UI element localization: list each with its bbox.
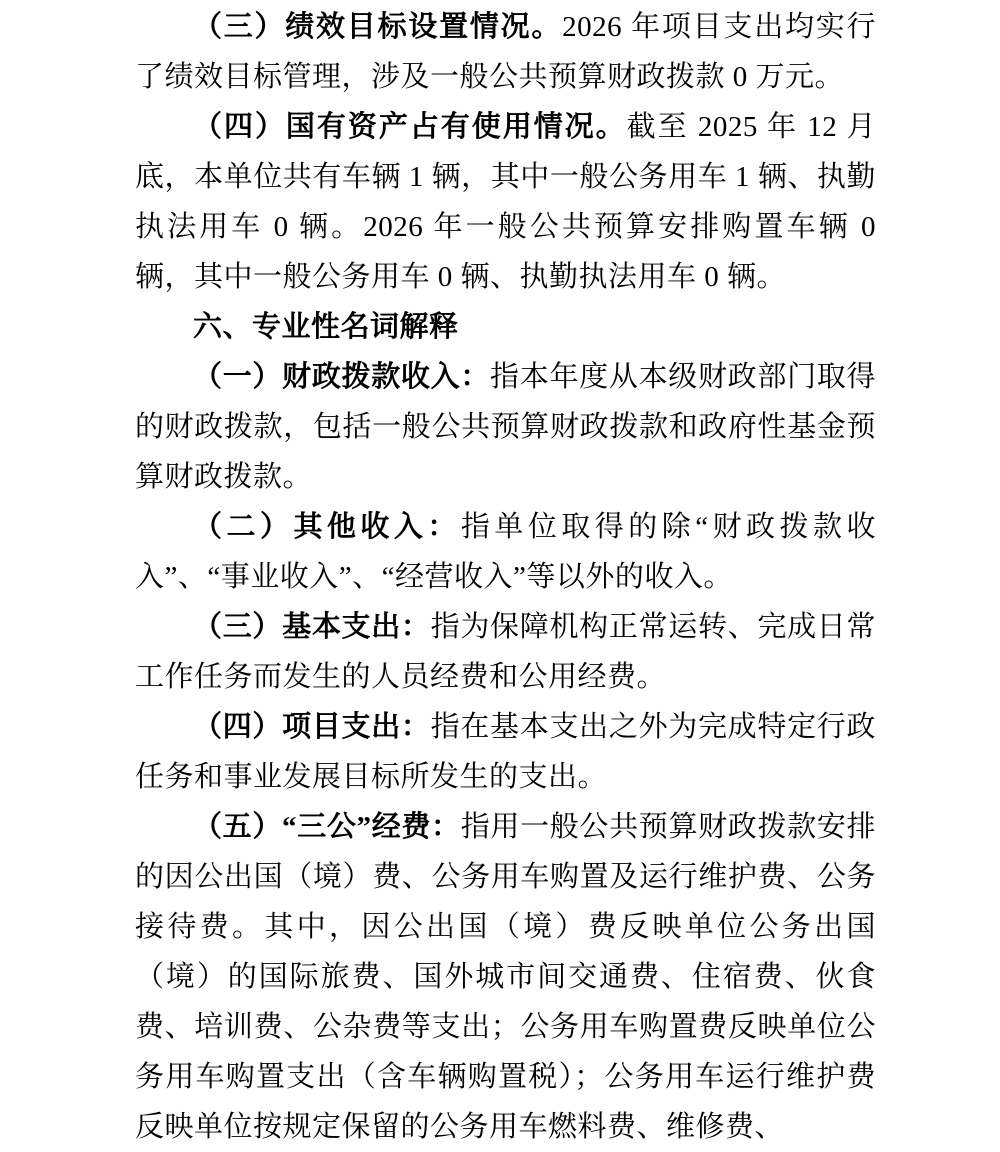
section-heading: 六、专业性名词解释 bbox=[193, 311, 459, 343]
paragraph-lead: （三）绩效目标设置情况。 bbox=[193, 11, 563, 43]
paragraph bbox=[135, 102, 876, 302]
paragraph bbox=[135, 802, 876, 1152]
paragraph-lead: （五）“三公”经费： bbox=[193, 811, 461, 843]
paragraph-body: 指在基本支出之外为完成特定行政任务和事业发展目标所发生的支出。 bbox=[135, 711, 876, 793]
paragraph bbox=[135, 602, 876, 702]
paragraph-body: 指为保障机构正常运转、完成日常工作任务而发生的人员经费和公用经费。 bbox=[135, 611, 876, 693]
paragraph-lead: （三）基本支出： bbox=[193, 611, 431, 643]
paragraph-lead: （二）其他收入： bbox=[193, 511, 461, 543]
paragraph bbox=[135, 502, 876, 602]
paragraph bbox=[135, 702, 876, 802]
paragraph-lead: （四）国有资产占有使用情况。 bbox=[193, 111, 627, 143]
paragraph-body: 指用一般公共预算财政拨款安排的因公出国（境）费、公务用车购置及运行维护费、公务接待费。其中，因公出国（境）费反映单位公务出国（境）的国际旅费、国外城市间交通费、住宿费、伙食费、培训费、公杂费等支出；公务用车购置费反映单位公务用车购置支出（含车辆购置税）；公务用车运行维护费反映单位按规定保留的公务用车燃料费、维修费、 bbox=[135, 811, 876, 1143]
paragraph bbox=[135, 2, 876, 102]
paragraph-body: 截至 2025 年 12 月底，本单位共有车辆 1 辆，其中一般公务用车 1 辆、执勤执法用车 0 辆。2026 年一般公共预算安排购置车辆 0 辆，其中一般公务用车 0 辆、执勤执法用车 0 辆。 bbox=[135, 111, 876, 293]
paragraph-lead: （一）财政拨款收入： bbox=[193, 361, 491, 393]
paragraph-body: 2026 年项目支出均实行了绩效目标管理，涉及一般公共预算财政拨款 0 万元。 bbox=[135, 11, 876, 93]
paragraph-body: 指本年度从本级财政部门取得的财政拨款，包括一般公共预算财政拨款和政府性基金预算财政拨款。 bbox=[135, 361, 876, 493]
paragraph-lead: （四）项目支出： bbox=[193, 711, 431, 743]
paragraph bbox=[135, 352, 876, 502]
paragraph-body: 指单位取得的除“财政拨款收入”、“事业收入”、“经营收入”等以外的收入。 bbox=[135, 511, 876, 593]
